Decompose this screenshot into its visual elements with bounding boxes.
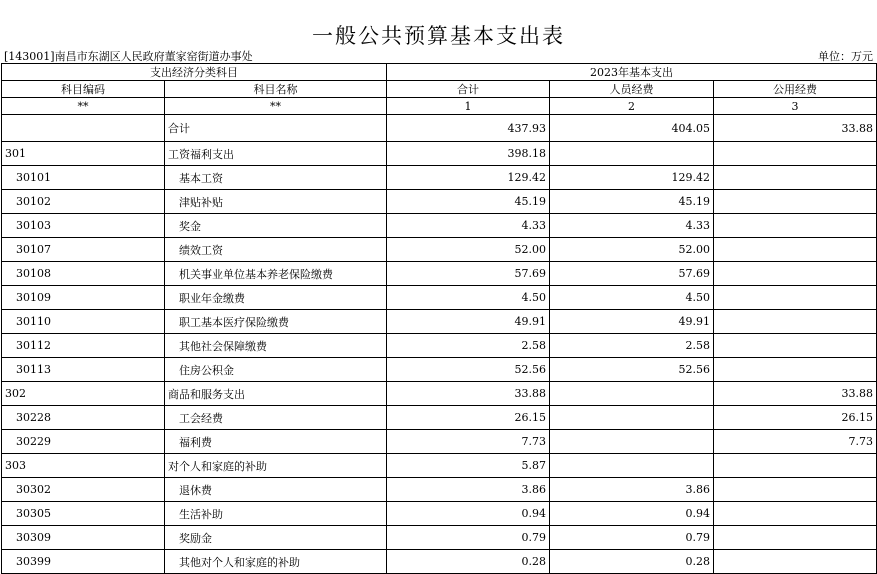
row-public [714,262,877,286]
table-row [2,550,877,574]
header-group-row [2,64,877,81]
row-code: 30108 [2,262,165,286]
table-row [2,262,877,286]
row-total: 0.28 [387,550,550,574]
table-row [2,166,877,190]
row-code: 30309 [2,526,165,550]
row-total: 52.00 [387,238,550,262]
row-public [714,502,877,526]
row-public [714,310,877,334]
row-name: 机关事业单位基本养老保险缴费 [165,262,387,286]
table-row [2,334,877,358]
row-name: 住房公积金 [165,358,387,382]
row-name: 津贴补贴 [165,190,387,214]
row-personnel [550,382,714,406]
unit-name: [143001]南昌市东湖区人民政府董家窑街道办事处 [4,50,253,63]
row-personnel: 129.42 [550,166,714,190]
header-index-row [2,98,877,115]
total-code [2,115,165,142]
row-total: 52.56 [387,358,550,382]
table-row [2,310,877,334]
row-code: 30112 [2,334,165,358]
row-personnel: 57.69 [550,262,714,286]
row-total: 33.88 [387,382,550,406]
row-public [714,214,877,238]
row-name: 职业年金缴费 [165,286,387,310]
row-public [714,334,877,358]
table-row [2,286,877,310]
row-total: 0.79 [387,526,550,550]
table-row [2,502,877,526]
total-row [2,115,877,142]
row-personnel [550,406,714,430]
total-public: 33.88 [714,115,877,142]
header-group-left: 支出经济分类科目 [2,64,387,81]
row-personnel: 52.00 [550,238,714,262]
header-col-name: 科目名称 [165,81,387,98]
row-name: 商品和服务支出 [165,382,387,406]
table-row [2,190,877,214]
row-total: 2.58 [387,334,550,358]
header-col-total: 合计 [387,81,550,98]
total-total: 437.93 [387,115,550,142]
header-idx-code: ** [2,98,165,115]
row-code: 30109 [2,286,165,310]
header-group-right: 2023年基本支出 [387,64,877,81]
row-code: 301 [2,142,165,166]
row-code: 30110 [2,310,165,334]
row-name: 对个人和家庭的补助 [165,454,387,478]
row-public [714,478,877,502]
table-row [2,142,877,166]
row-code: 30101 [2,166,165,190]
row-code: 30305 [2,502,165,526]
row-name: 工资福利支出 [165,142,387,166]
row-total: 57.69 [387,262,550,286]
table-row [2,430,877,454]
row-code: 303 [2,454,165,478]
table-row [2,214,877,238]
row-code: 30107 [2,238,165,262]
row-name: 奖金 [165,214,387,238]
row-personnel [550,454,714,478]
row-public: 33.88 [714,382,877,406]
row-name: 其他对个人和家庭的补助 [165,550,387,574]
row-personnel [550,142,714,166]
row-public [714,550,877,574]
row-public [714,238,877,262]
row-total: 49.91 [387,310,550,334]
row-name: 其他社会保障缴费 [165,334,387,358]
header-idx-name: ** [165,98,387,115]
row-name: 工会经费 [165,406,387,430]
row-personnel: 4.50 [550,286,714,310]
header-idx-public: 3 [714,98,877,115]
row-total: 26.15 [387,406,550,430]
unit-label: 单位：万元 [818,50,873,63]
row-total: 4.50 [387,286,550,310]
row-personnel: 49.91 [550,310,714,334]
row-public [714,142,877,166]
table-row [2,238,877,262]
total-name: 合计 [165,115,387,142]
row-code: 30302 [2,478,165,502]
row-name: 福利费 [165,430,387,454]
row-code: 30103 [2,214,165,238]
row-name: 奖励金 [165,526,387,550]
row-code: 30399 [2,550,165,574]
row-personnel: 2.58 [550,334,714,358]
row-personnel: 0.94 [550,502,714,526]
table-row [2,478,877,502]
header-column-row [2,81,877,98]
row-public: 26.15 [714,406,877,430]
table-row [2,454,877,478]
row-personnel: 45.19 [550,190,714,214]
row-personnel: 0.79 [550,526,714,550]
row-total: 7.73 [387,430,550,454]
page-title: 一般公共预算基本支出表 [312,24,565,48]
row-public: 7.73 [714,430,877,454]
row-public [714,358,877,382]
row-total: 129.42 [387,166,550,190]
row-personnel [550,430,714,454]
row-public [714,166,877,190]
row-personnel: 52.56 [550,358,714,382]
total-personnel: 404.05 [550,115,714,142]
row-code: 30228 [2,406,165,430]
row-total: 398.18 [387,142,550,166]
row-personnel: 4.33 [550,214,714,238]
header-col-public: 公用经费 [714,81,877,98]
budget-table [1,63,877,574]
row-public [714,454,877,478]
row-name: 基本工资 [165,166,387,190]
header-idx-personnel: 2 [550,98,714,115]
row-name: 退休费 [165,478,387,502]
table-row [2,382,877,406]
row-total: 45.19 [387,190,550,214]
row-name: 职工基本医疗保险缴费 [165,310,387,334]
row-code: 30229 [2,430,165,454]
row-public [714,286,877,310]
header-col-personnel: 人员经费 [550,81,714,98]
row-code: 30113 [2,358,165,382]
table-row [2,406,877,430]
table-row [2,526,877,550]
header-idx-total: 1 [387,98,550,115]
row-total: 3.86 [387,478,550,502]
table-row [2,358,877,382]
row-total: 0.94 [387,502,550,526]
row-total: 4.33 [387,214,550,238]
header-col-code: 科目编码 [2,81,165,98]
row-code: 302 [2,382,165,406]
row-total: 5.87 [387,454,550,478]
row-personnel: 0.28 [550,550,714,574]
row-public [714,190,877,214]
row-name: 绩效工资 [165,238,387,262]
row-personnel: 3.86 [550,478,714,502]
row-name: 生活补助 [165,502,387,526]
row-code: 30102 [2,190,165,214]
row-public [714,526,877,550]
